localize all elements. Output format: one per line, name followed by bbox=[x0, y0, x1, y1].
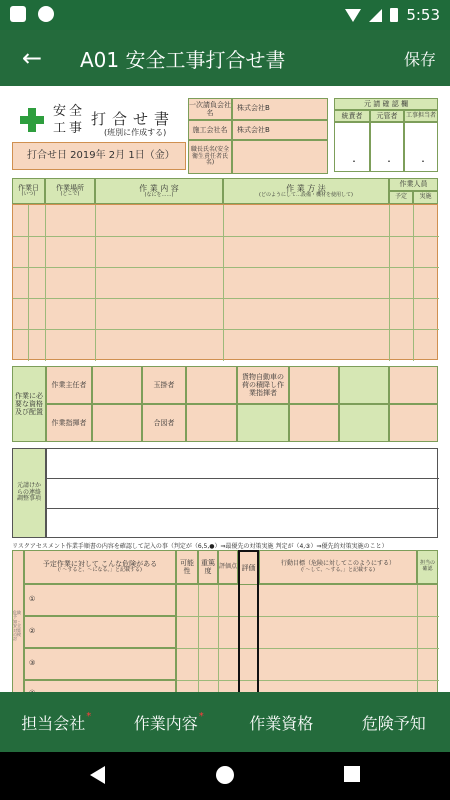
risk-header-action-label: 行動目標（危険に対してこのようにする） bbox=[280, 559, 395, 567]
back-arrow-icon[interactable]: ← bbox=[21, 44, 43, 72]
risk-header-danger-label: 予定作業に対して こんな危険がある bbox=[42, 560, 158, 569]
tab-work-qualification[interactable] bbox=[225, 692, 338, 752]
risk-header-possibility: 可能性 bbox=[176, 550, 198, 584]
work-header-day-label: 作業日 bbox=[18, 184, 39, 193]
qual-director-label: 作業指揮者 bbox=[46, 404, 92, 442]
work-header-place bbox=[45, 178, 95, 204]
risk-row-number: ① bbox=[29, 595, 36, 603]
qual-director-value[interactable] bbox=[92, 404, 142, 442]
battery-icon bbox=[390, 8, 398, 22]
qual-extra-6[interactable] bbox=[389, 404, 438, 442]
work-header-place-sub: (どこで) bbox=[60, 191, 80, 198]
risk-header-severity: 重篤度 bbox=[198, 550, 218, 584]
safety-cross-icon bbox=[20, 108, 44, 132]
risk-note: リスクアセスメント作業手順書の内容を確認して記入の事（判定が（6,5,●）⇒最優先の対策実施 判定が（4,③）⇒優先的対策実施のこと） bbox=[12, 543, 388, 550]
qual-signal-value[interactable] bbox=[186, 404, 237, 442]
evaluation-column-highlight bbox=[238, 584, 259, 700]
recents-square-icon[interactable] bbox=[344, 766, 360, 782]
confirm-col-1: 統責者 bbox=[334, 110, 370, 122]
bottom-navigation bbox=[0, 692, 450, 752]
home-circle-icon[interactable] bbox=[216, 766, 234, 784]
risk-row-number: ② bbox=[29, 627, 36, 635]
qual-extra-4[interactable] bbox=[289, 404, 339, 442]
work-header-method-sub: (どのようにして…設備・機材を使用して) bbox=[259, 191, 353, 198]
work-header-staff-actual: 実施 bbox=[413, 191, 438, 204]
work-header-day bbox=[12, 178, 45, 204]
risk-header-evaluation: 評価 bbox=[238, 550, 259, 584]
tab-company-label: 担当会社 bbox=[21, 713, 86, 733]
risk-row[interactable] bbox=[24, 616, 176, 648]
work-header-method bbox=[223, 178, 389, 204]
signal-icon bbox=[369, 9, 382, 22]
app-bar bbox=[0, 30, 450, 86]
work-table-body[interactable] bbox=[12, 204, 438, 360]
confirm-dot-3: ・ bbox=[419, 157, 427, 166]
tab-work-content[interactable] bbox=[113, 692, 226, 752]
qual-extra-2[interactable] bbox=[389, 366, 438, 404]
system-navigation-bar bbox=[0, 752, 450, 800]
required-mark: * bbox=[198, 710, 204, 722]
qual-side-label: 作業に必要な資格及び配置 bbox=[12, 366, 46, 442]
page-title: A01 安全工事打合せ書 bbox=[80, 48, 286, 72]
risk-header-score: 評価点 bbox=[218, 550, 238, 584]
manager-label: 職長氏名(安全衛生責任者氏名) bbox=[188, 140, 232, 174]
qual-vehicle-value[interactable] bbox=[289, 366, 339, 404]
confirm-title: 元 請 確 認 欄 bbox=[334, 98, 438, 110]
form-heading: 打合せ書 bbox=[91, 110, 176, 128]
logo-text-1: 安全 bbox=[53, 104, 86, 119]
qual-chief-value[interactable] bbox=[92, 366, 142, 404]
manager-value[interactable] bbox=[232, 140, 328, 174]
work-header-content-sub: (なにを……) bbox=[144, 191, 174, 198]
work-header-content-label: 作 業 内 容 bbox=[139, 183, 179, 193]
save-button[interactable]: 保存 bbox=[403, 50, 436, 69]
qual-extra-3[interactable] bbox=[237, 404, 289, 442]
tab-work-qualification-label: 作業資格 bbox=[249, 713, 314, 733]
qual-signal-label: 合図者 bbox=[142, 404, 186, 442]
risk-side-label: 危険予知・安全対策の検討 bbox=[13, 610, 21, 642]
qual-vehicle-label: 貨物自動車の荷の積降し作業指揮者 bbox=[237, 366, 289, 404]
company-value[interactable]: 株式会社B bbox=[232, 98, 328, 120]
meeting-date[interactable]: 打合せ日 2019年 2月 1日（金） bbox=[12, 142, 186, 170]
work-header-day-sub: (いつ) bbox=[21, 191, 36, 198]
contractor-value[interactable]: 株式会社B bbox=[232, 120, 328, 140]
company-label: 一次請負会社名 bbox=[188, 98, 232, 120]
risk-grid[interactable] bbox=[176, 584, 438, 700]
work-header-staff: 作業人員 bbox=[389, 178, 438, 191]
risk-header-danger bbox=[24, 550, 176, 584]
confirm-col-3: 工事担当者 bbox=[404, 110, 438, 122]
qual-chief-label: 作業主任者 bbox=[46, 366, 92, 404]
clock: 5:53 bbox=[406, 6, 440, 24]
tab-hazard-prediction[interactable] bbox=[338, 692, 450, 752]
tab-company[interactable] bbox=[0, 692, 113, 752]
contact-label: 元請けからの連絡調整事項 bbox=[12, 448, 46, 538]
risk-header-danger-sub: (「～すると、～になる。」と記載する) bbox=[58, 567, 142, 574]
risk-row[interactable] bbox=[24, 584, 176, 616]
sync-icon bbox=[38, 6, 54, 22]
work-header-method-label: 作 業 方 法 bbox=[286, 183, 326, 193]
logo-text-2: 工事 bbox=[53, 121, 86, 136]
back-triangle-icon[interactable] bbox=[90, 766, 105, 784]
safety-form-document bbox=[0, 86, 450, 692]
contractor-label: 施工会社名 bbox=[188, 120, 232, 140]
qual-tamakake-label: 玉掛者 bbox=[142, 366, 186, 404]
risk-header-action bbox=[259, 550, 417, 584]
wifi-icon bbox=[345, 9, 361, 22]
qual-tamakake-value[interactable] bbox=[186, 366, 237, 404]
qual-extra-5[interactable] bbox=[339, 404, 389, 442]
qual-extra-1[interactable] bbox=[339, 366, 389, 404]
work-header-content bbox=[95, 178, 223, 204]
status-bar bbox=[0, 0, 450, 30]
risk-row[interactable] bbox=[24, 648, 176, 680]
contact-content[interactable] bbox=[46, 448, 438, 538]
required-mark: * bbox=[86, 710, 92, 722]
risk-row-number: ③ bbox=[29, 659, 36, 667]
form-heading-sub: (班別に作成する) bbox=[104, 128, 167, 137]
confirm-dot-2: ・ bbox=[385, 157, 393, 166]
confirm-dot-1: ・ bbox=[350, 157, 358, 166]
tab-hazard-prediction-label: 危険予知 bbox=[361, 713, 426, 733]
risk-header-check: 担当の確認 bbox=[417, 550, 438, 584]
tab-work-content-label: 作業内容 bbox=[133, 713, 198, 733]
notification-icon bbox=[10, 6, 26, 22]
confirm-col-2: 元管者 bbox=[370, 110, 404, 122]
work-header-place-label: 作業場所 bbox=[56, 184, 84, 193]
work-header-staff-plan: 予定 bbox=[389, 191, 413, 204]
risk-header-action-sub: (「～して、～する。」と記載する) bbox=[301, 566, 375, 573]
